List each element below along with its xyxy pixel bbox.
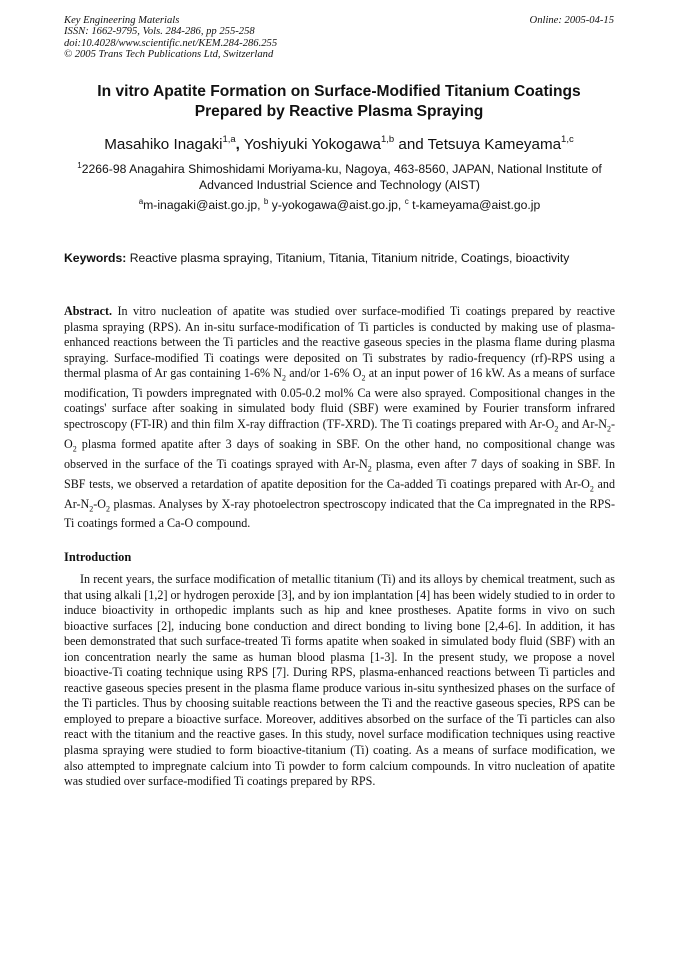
abstract-text: and Ar-N (64, 476, 615, 511)
abstract-text: and/or 1-6% O (286, 366, 362, 380)
abstract-text: plasma, even after 7 days of soaking in SBF. In SBF tests, we observed a retardation of apatite deposition for the Ca-added Ti coatings prepared with Ar-O (64, 456, 615, 491)
email-c[interactable]: t-kameyama@aist.go.jp (408, 198, 541, 213)
author-1-sup: 1,a (222, 134, 236, 145)
abstract-text: at an input power of 16 kW. As a means of surface modification, Ti powders impregnated with 0.05-0.2 mol% Ca were also sprayed. Compositional changes in the coatings' surface after soaking in simulated body fluid (SBF) were examined by Fourier transform infrared spectroscopy (FT-IR) and thin film X-ray diffraction (TF-XRD). The Ti coatings prepared with Ar-O (64, 366, 615, 431)
doi-line: doi:10.4028/www.scientific.net/KEM.284-286.255 (64, 37, 278, 49)
email-list (64, 194, 615, 213)
subscript: 2 (282, 373, 287, 383)
subscript: 2 (361, 373, 366, 383)
affiliation (64, 158, 615, 193)
author-2: Yoshiyuki Yokogawa (239, 136, 381, 154)
author-list (40, 132, 638, 154)
abstract-text: In vitro nucleation of apatite was studied over surface-modified Ti coatings prepared by reactive plasma spraying (RPS). An in-situ surface-modification of Ti particles is conducted by making use of plasma-enhanced reactions between the Ti particles and the reactive gaseous species in the plasma flame during plasma spraying. Surface-modified Ti coatings were deposited on Ti substrates by radio-frequency (rf)-RPS using a thermal plasma of Ar gas containing 1-6% N (64, 304, 615, 380)
abstract-text: plasma formed apatite after 3 days of soaking in SBF. On the other hand, no compositional change was observed in the surface of the Ti coatings sprayed with Ar-N (64, 436, 615, 471)
email-b[interactable]: y-yokogawa@aist.go.jp, (268, 198, 405, 213)
abstract-text: and Ar-N (558, 416, 607, 431)
subscript: 2 (606, 424, 611, 434)
subscript: 2 (89, 503, 94, 513)
issn-line: ISSN: 1662-9795, Vols. 284-286, pp 255-258 (64, 26, 255, 38)
paper-title (60, 82, 618, 122)
author-and: and (394, 136, 428, 154)
online-date: Online: 2005-04-15 (529, 15, 614, 26)
author-3: Tetsuya Kameyama (427, 136, 562, 154)
email-a[interactable]: m-inagaki@aist.go.jp, (143, 198, 264, 213)
author-separator: , (235, 136, 240, 154)
email-b-sup: b (263, 197, 269, 206)
author-1: Masahiko Inagaki (104, 136, 223, 154)
author-3-sup: 1,c (561, 134, 574, 145)
subscript: 2 (72, 444, 77, 454)
introduction-paragraph: In recent years, the surface modification of metallic titanium (Ti) and its alloys by chemical treatment, such as that using alkali [1,2] or hydrogen peroxide [3], and by ion implantation [4] has been widely studied to in order to induce bioactivity in orthopedic implants such as hip and knee prostheses. Apatite forms in vivo on such bioactive surfaces [2], inducing bone conduction and direct bonding to living bone [2,4-6]. In addition, it has been demonstrated that such surface-treated Ti forms apatite when soaked in simulated body fluid (SBF) with an ion concentration nearly the same as human blood plasma [1-3]. In the present study, we propose a novel bioactive-Ti coating technique using RPS [7]. During RPS, plasma-enhanced reactions between Ti particles and reactive gaseous species present in the plasma flame produce various in-situ synthesized phases on the surface of the Ti particles. Thus by choosing suitable reactions between the Ti and the reactive gaseous species, RPS can be employed to prepare a bioactive surface. Moreover, additives absorbed on the surface of the Ti particles can also react with the titanium and the reactive gases. In this study, novel surface modification techniques using reactive plasma spraying were studied to form bioactive-titanium (Ti) coating. As a means of surface modification, we also attempted to impregnate calcium into Ti powder to form calcium compounds. In vitro nucleation of apatite was studied over surface-modified Ti coatings prepared by RPS. (64, 572, 615, 789)
subscript: 2 (367, 464, 372, 474)
abstract-text: plasmas. Analyses by X-ray photoelectron spectroscopy indicated that the Ca impregnated in the RPS-Ti coatings formed a Ca-O compound. (64, 496, 615, 531)
email-c-sup: c (404, 197, 409, 206)
title-line-1: In vitro Apatite Formation on Surface-Modified Titanium Coatings (97, 83, 581, 100)
section-heading-introduction: Introduction (64, 550, 132, 564)
abstract-text: -O (93, 496, 107, 511)
copyright-line: © 2005 Trans Tech Publications Ltd, Switzerland (64, 49, 274, 61)
journal-name: Key Engineering Materials (64, 15, 180, 26)
abstract-label: Abstract. (64, 304, 113, 318)
subscript: 2 (106, 503, 111, 513)
affiliation-sup: 1 (77, 161, 82, 170)
author-2-sup: 1,b (380, 134, 395, 145)
subscript: 2 (554, 424, 559, 434)
keywords-label: Keywords: (64, 251, 127, 265)
title-line-2: Prepared by Reactive Plasma Spraying (194, 103, 484, 120)
keywords-text: Reactive plasma spraying, Titanium, Titania, Titanium nitride, Coatings, bioactivity (126, 251, 570, 265)
subscript: 2 (589, 484, 594, 494)
affiliation-text: 2266-98 Anagahira Shimoshidami Moriyama-ku, Nagoya, 463-8560, JAPAN, National Institute of Advanced Industrial Science and Technology (AIST) (81, 162, 602, 192)
email-a-sup: a (138, 197, 144, 206)
abstract-text: -O (64, 416, 615, 451)
abstract (64, 304, 615, 532)
keywords (64, 251, 615, 266)
